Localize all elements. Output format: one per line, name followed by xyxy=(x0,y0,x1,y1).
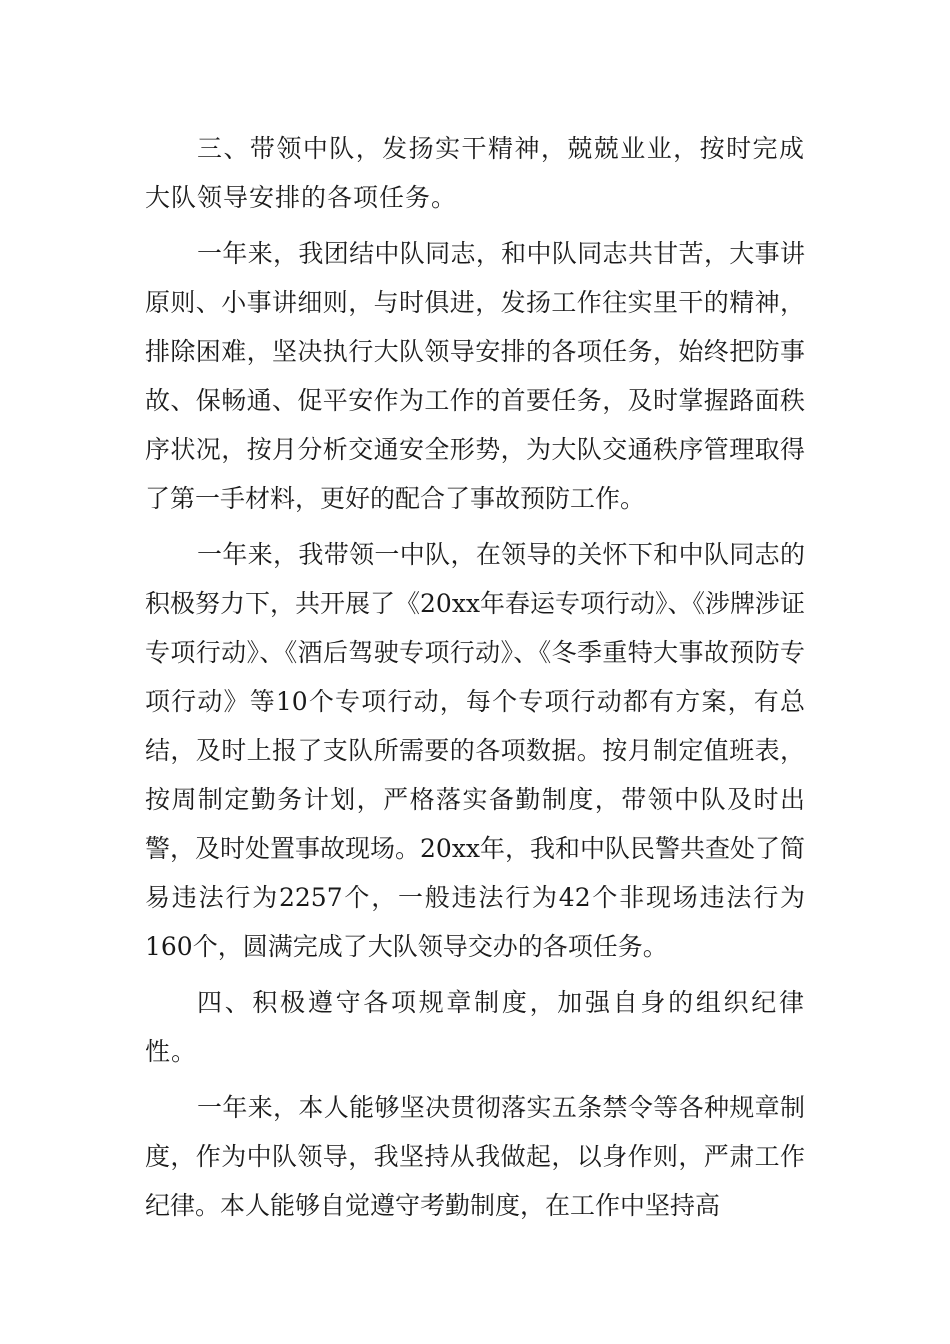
paragraph-discipline: 一年来，本人能够坚决贯彻落实五条禁令等各种规章制度，作为中队领导，我坚持从我做起，以身作则，严肃工作纪律。本人能够自觉遵守考勤制度，在工作中坚持高 xyxy=(145,1093,805,1220)
document-body xyxy=(145,124,805,1237)
section-heading-3: 三、带领中队，发扬实干精神，兢兢业业，按时完成大队领导安排的各项任务。 xyxy=(145,134,805,212)
section-heading-4: 四、积极遵守各项规章制度，加强自身的组织纪律性。 xyxy=(145,988,805,1066)
paragraph-team-unity: 一年来，我团结中队同志，和中队同志共甘苦，大事讲原则、小事讲细则，与时俱进，发扬工作往实里干的精神，排除困难，坚决执行大队领导安排的各项任务，始终把防事故、保畅通、促平安作为工作的首要任务，及时掌握路面秩序状况，按月分析交通安全形势，为大队交通秩序管理取得了第一手材料，更好的配合了事故预防工作。 xyxy=(145,239,805,513)
paragraph-special-operations: 一年来，我带领一中队，在领导的关怀下和中队同志的积极努力下，共开展了《20xx年春运专项行动》、《涉牌涉证专项行动》、《酒后驾驶专项行动》、《冬季重特大事故预防专项行动》等10个专项行动，每个专项行动都有方案，有总结，及时上报了支队所需要的各项数据。按月制定值班表，按周制定勤务计划，严格落实备勤制度，带领中队及时出警，及时处置事故现场。20xx年，我和中队民警共查处了简易违法行为2257个，一般违法行为42个非现场违法行为160个，圆满完成了大队领导交办的各项任务。 xyxy=(145,540,806,961)
